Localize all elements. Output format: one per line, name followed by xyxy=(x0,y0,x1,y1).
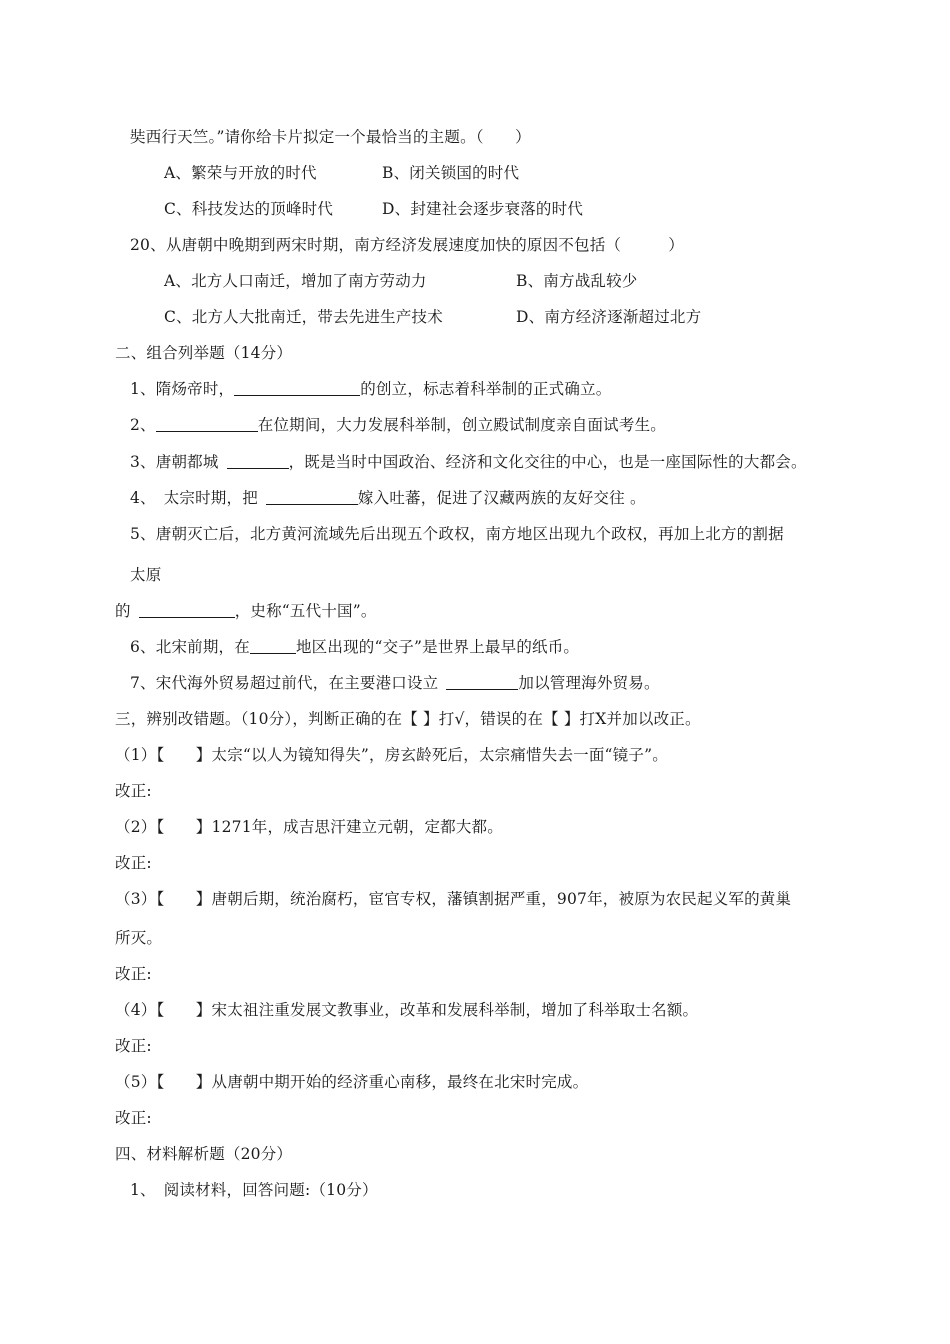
s3-correction-4: 改正: xyxy=(115,1037,152,1055)
s2-item-4-post: 嫁入吐蕃，促进了汉藏两族的友好交往 。 xyxy=(357,489,646,507)
s2-item-3 xyxy=(130,451,807,473)
s2-item-5-line1: 5、唐朝灭亡后，北方黄河流域先后出现五个政权，南方地区出现九个政权，再加上北方的割据 xyxy=(130,525,784,543)
s2-item-3-post: ，既是当时中国政治、经济和文化交往的中心，也是一座国际性的大都会。 xyxy=(288,453,807,471)
q19-option-c: C、科技发达的顶峰时代 xyxy=(164,200,334,218)
q20-option-a: A、北方人口南迁，增加了南方劳动力 xyxy=(164,272,427,290)
s2-item-5-post: ，史称“五代十国”。 xyxy=(234,602,377,620)
q20-option-d: D、南方经济逐渐超过北方 xyxy=(516,308,702,326)
s2-item-1 xyxy=(130,378,611,400)
s2-item-2-pre: 2、 xyxy=(130,416,156,434)
s3-question-2: （2）【 】1271年，成吉思汗建立元朝，定都大都。 xyxy=(115,818,503,836)
s3-question-4: （4）【 】宋太祖注重发展文教事业，改革和发展科举制，增加了科举取士名额。 xyxy=(115,1001,699,1019)
s2-item-2 xyxy=(130,414,666,436)
s2-item-7-pre: 7、宋代海外贸易超过前代，在主要港口设立 xyxy=(130,674,439,692)
s3-question-5: （5）【 】从唐朝中期开始的经济重心南移，最终在北宋时完成。 xyxy=(115,1073,589,1091)
q20-option-c: C、北方人大批南迁，带去先进生产技术 xyxy=(164,308,443,326)
section2-title: 二、组合列举题（14分） xyxy=(115,344,293,362)
section3-title: 三，辨别改错题。（10分），判断正确的在【 】打√，错误的在【 】打X并加以改正。 xyxy=(115,710,701,728)
s2-item-7-post: 加以管理海外贸易。 xyxy=(518,674,660,692)
s3-correction-5: 改正: xyxy=(115,1109,152,1127)
fill-blank[interactable] xyxy=(250,637,296,654)
s3-question-3-line1: （3）【 】唐朝后期，统治腐朽，宦官专权，藩镇割据严重，907年，被原为农民起义军的黄巢 xyxy=(115,890,792,908)
s2-item-4 xyxy=(130,487,646,509)
fill-blank[interactable] xyxy=(446,673,518,690)
s3-correction-3: 改正: xyxy=(115,965,152,983)
s3-correction-1: 改正: xyxy=(115,782,152,800)
s2-item-5-pre: 的 xyxy=(115,602,131,620)
s2-item-6 xyxy=(130,636,579,658)
q19-option-a: A、繁荣与开放的时代 xyxy=(164,164,317,182)
s2-item-7 xyxy=(130,672,660,694)
s2-item-5-line3 xyxy=(115,600,377,622)
s2-item-2-post: 在位期间，大力发展科举制，创立殿试制度亲自面试考生。 xyxy=(257,416,666,434)
s2-item-1-pre: 1、隋炀帝时， xyxy=(130,380,235,398)
q20-stem: 20、从唐朝中晚期到两宋时期，南方经济发展速度加快的原因不包括（ ） xyxy=(130,236,684,254)
s3-question-1: （1）【 】太宗“以人为镜知得失”，房玄龄死后，太宗痛惜失去一面“镜子”。 xyxy=(115,746,668,764)
s4-item-1: 1、 阅读材料，回答问题:（10分） xyxy=(130,1181,378,1199)
fill-blank[interactable] xyxy=(234,379,360,396)
fill-blank[interactable] xyxy=(156,415,258,432)
q19-option-b: B、闭关锁国的时代 xyxy=(382,164,520,182)
s2-item-3-pre: 3、唐朝都城 xyxy=(130,453,219,471)
fill-blank[interactable] xyxy=(139,601,235,618)
q19-stem: 奘西行天竺。”请你给卡片拟定一个最恰当的主题。（ ） xyxy=(130,128,531,146)
s2-item-5-line2: 太原 xyxy=(130,566,162,584)
s3-correction-2: 改正: xyxy=(115,854,152,872)
s2-item-6-post: 地区出现的“交子”是世界上最早的纸币。 xyxy=(295,638,580,656)
section4-title: 四、材料解析题（20分） xyxy=(115,1145,293,1163)
s2-item-1-post: 的创立，标志着科举制的正式确立。 xyxy=(360,380,612,398)
fill-blank[interactable] xyxy=(266,488,358,505)
q20-option-b: B、南方战乱较少 xyxy=(516,272,638,290)
s2-item-6-pre: 6、北宋前期，在 xyxy=(130,638,250,656)
q19-option-d: D、封建社会逐步衰落的时代 xyxy=(382,200,584,218)
s3-question-3-line2: 所灭。 xyxy=(115,929,163,947)
fill-blank[interactable] xyxy=(227,452,289,469)
s2-item-4-pre: 4、 太宗时期，把 xyxy=(130,489,258,507)
